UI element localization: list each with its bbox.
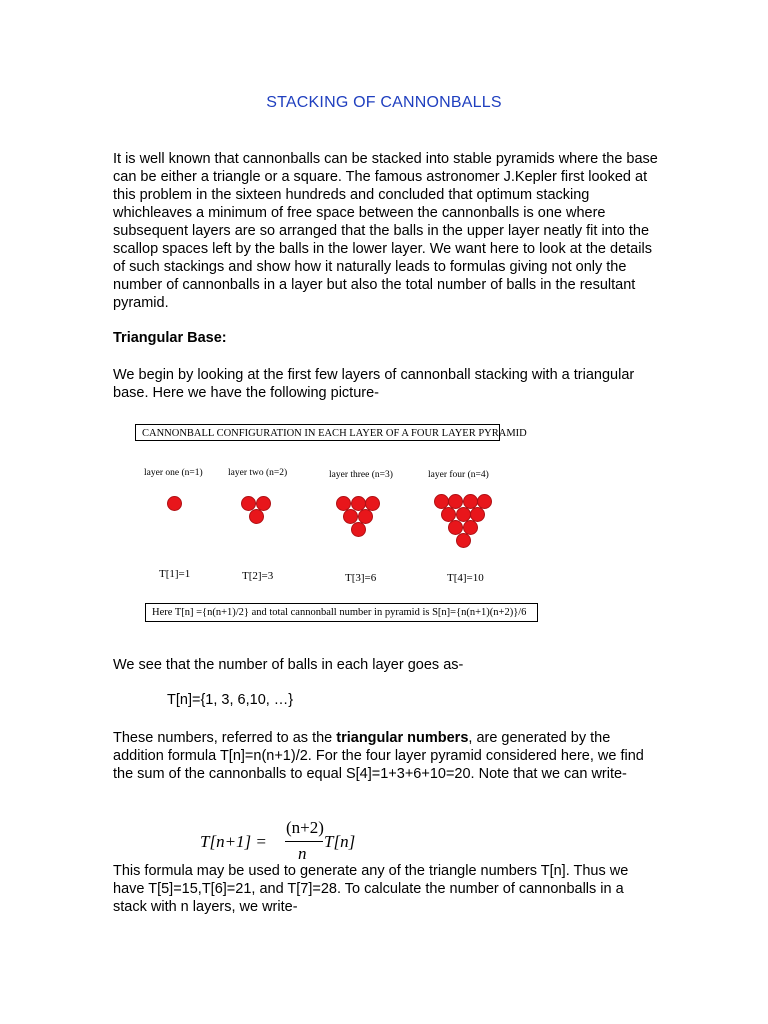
layer-count-label: T[2]=3 xyxy=(242,570,274,582)
text-run: These numbers, referred to as the xyxy=(113,730,337,746)
equation-denominator: n xyxy=(298,844,307,863)
recurrence-equation xyxy=(200,818,380,864)
cannonball xyxy=(167,496,182,511)
page-title: STACKING OF CANNONBALLS xyxy=(266,94,502,111)
intro-figure-paragraph: We begin by looking at the first few layers of cannonball stacking with a triangular base. Here we have the following picture- xyxy=(113,367,635,401)
bold-term: triangular numbers xyxy=(336,730,469,746)
cannonball xyxy=(351,522,366,537)
cannonball xyxy=(249,509,264,524)
figure-formula-note: Here T[n] ={n(n+1)/2} and total cannonball number in pyramid is S[n]={n(n+1)(n+2)}/6 xyxy=(145,603,538,622)
equation-rhs: T[n] xyxy=(324,832,356,851)
layer-count-label: T[4]=10 xyxy=(447,572,484,584)
sequence-intro-paragraph: We see that the number of balls in each layer goes as- xyxy=(113,657,464,673)
figure-caption: CANNONBALL CONFIGURATION IN EACH LAYER OF A FOUR LAYER PYRAMID xyxy=(135,424,500,441)
generation-paragraph: This formula may be used to generate any of the triangle numbers T[n]. Thus we have T[5]=15,T[6]=21, and T[7]=28. To calculate the number of cannonballs in a stack with n layers, we write- xyxy=(113,863,629,915)
triangular-numbers-paragraph xyxy=(113,729,658,783)
layer-count-label: T[3]=6 xyxy=(345,572,377,584)
equation-numerator: (n+2) xyxy=(286,818,324,837)
fraction-bar xyxy=(285,841,323,842)
sequence-formula: T[n]={1, 3, 6,10, …} xyxy=(167,692,294,708)
layer-label: layer four (n=4) xyxy=(428,470,489,480)
equation-lhs: T[n+1] = xyxy=(200,832,267,851)
cannonball-figure xyxy=(132,420,542,635)
intro-paragraph: It is well known that cannonballs can be stacked into stable pyramids where the base can be either a triangle or a square. The famous astronomer J.Kepler first looked at this problem in the sixteen hundreds and concluded that optimum stacking whichleaves a minimum of free space between the cannonballs is one where subsequent layers are so arranged that the balls in the upper layer neatly fit into the scallop spaces left by the balls in the lower layer. We want here to look at the details of such stackings and show how it naturally leads to formulas giving not only the number of cannonballs in a layer but also the total number of balls in the resultant pyramid. xyxy=(113,151,658,311)
layer-count-label: T[1]=1 xyxy=(159,568,191,580)
layer-label: layer three (n=3) xyxy=(329,470,393,480)
layer-label: layer one (n=1) xyxy=(144,468,203,478)
section-heading: Triangular Base: xyxy=(113,330,227,346)
text-run: , are generated by the addition formula T[n]=n(n+1)/2. For the four layer pyramid considered here, we find the sum of the cannonballs to equal S[4]=1+3+6+10=20. Note that we can write- xyxy=(113,730,644,782)
layer-label: layer two (n=2) xyxy=(228,468,288,478)
cannonball xyxy=(456,533,471,548)
